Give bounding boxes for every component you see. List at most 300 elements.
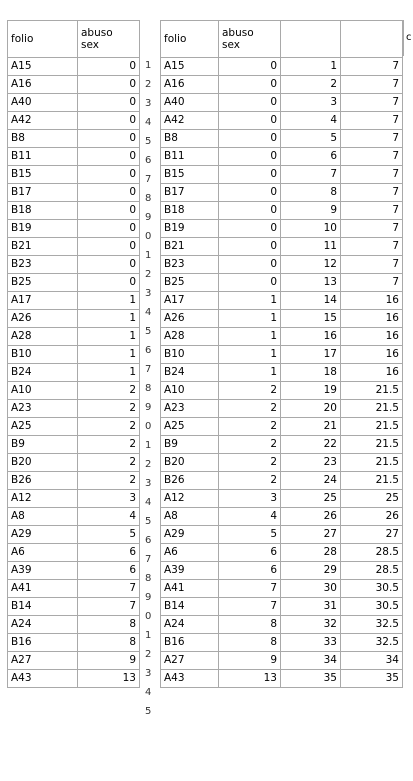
table-row [8, 670, 140, 688]
cell-abuso-sex[interactable]: 2 [219, 382, 281, 400]
cell-rank[interactable]: 31 [281, 598, 341, 616]
cell-abuso-sex[interactable]: 0 [219, 94, 281, 112]
cell-abuso-sex[interactable]: 0 [219, 148, 281, 166]
table-row [8, 472, 140, 490]
cell-abuso-sex[interactable]: 3 [78, 490, 140, 508]
cell-abuso-sex[interactable]: 1 [219, 292, 281, 310]
cell-abuso-sex[interactable]: 0 [78, 220, 140, 238]
cell-folio[interactable]: A39 [8, 562, 78, 580]
table-row [8, 418, 140, 436]
cell-folio[interactable]: B20 [8, 454, 78, 472]
cell-rank[interactable]: 18 [281, 364, 341, 382]
cell-abuso-sex[interactable]: 2 [78, 382, 140, 400]
cell-abuso-sex[interactable]: 0 [78, 148, 140, 166]
clipped-cell-fragment: 5 [145, 326, 152, 337]
cell-avg-rank[interactable]: 7 [341, 58, 403, 76]
cell-rank[interactable]: 14 [281, 292, 341, 310]
cell-folio[interactable]: A8 [8, 508, 78, 526]
cell-abuso-sex[interactable]: 1 [78, 292, 140, 310]
cell-abuso-sex[interactable]: 7 [219, 598, 281, 616]
cell-avg-rank[interactable]: 7 [341, 220, 403, 238]
cell-avg-rank[interactable]: 7 [341, 274, 403, 292]
cell-abuso-sex[interactable]: 0 [219, 184, 281, 202]
cell-rank[interactable]: 2 [281, 76, 341, 94]
cell-folio[interactable]: B21 [8, 238, 78, 256]
clipped-cell-fragment: 3 [145, 288, 152, 299]
cell-abuso-sex[interactable]: 9 [219, 652, 281, 670]
cell-abuso-sex[interactable]: 0 [78, 256, 140, 274]
cell-abuso-sex[interactable]: 8 [78, 616, 140, 634]
cell-abuso-sex[interactable]: 2 [78, 400, 140, 418]
cell-abuso-sex[interactable]: 0 [219, 76, 281, 94]
table-row [8, 76, 140, 94]
cell-folio[interactable]: B21 [161, 238, 219, 256]
table-row [8, 436, 140, 454]
cell-rank[interactable]: 16 [281, 328, 341, 346]
cell-avg-rank[interactable]: 28.5 [341, 562, 403, 580]
cell-folio[interactable]: A24 [161, 616, 219, 634]
cell-abuso-sex[interactable]: 8 [78, 634, 140, 652]
cell-abuso-sex[interactable]: 1 [219, 346, 281, 364]
cell-avg-rank[interactable]: 7 [341, 112, 403, 130]
cell-folio[interactable]: B14 [161, 598, 219, 616]
table-row [161, 598, 403, 616]
cell-avg-rank[interactable]: 32.5 [341, 634, 403, 652]
clipped-cell-fragment: 1 [145, 250, 152, 261]
cell-abuso-sex[interactable]: 0 [219, 274, 281, 292]
cell-rank[interactable]: 21 [281, 418, 341, 436]
cell-folio[interactable]: A40 [8, 94, 78, 112]
cell-abuso-sex[interactable]: 0 [78, 184, 140, 202]
cell-rank[interactable]: 27 [281, 526, 341, 544]
cell-rank[interactable]: 4 [281, 112, 341, 130]
table-row [8, 616, 140, 634]
table-row [161, 634, 403, 652]
clipped-cell-fragment: 9 [145, 402, 152, 413]
cell-abuso-sex[interactable]: 8 [219, 634, 281, 652]
cell-folio[interactable]: B16 [8, 634, 78, 652]
cell-folio[interactable]: B8 [8, 130, 78, 148]
cell-rank[interactable]: 7 [281, 166, 341, 184]
cell-folio[interactable]: B11 [8, 148, 78, 166]
table-row [161, 238, 403, 256]
cell-abuso-sex[interactable]: 0 [78, 112, 140, 130]
cell-abuso-sex[interactable]: 7 [219, 580, 281, 598]
cell-abuso-sex[interactable]: 0 [219, 58, 281, 76]
cell-abuso-sex[interactable]: 0 [219, 112, 281, 130]
cell-folio[interactable]: B17 [161, 184, 219, 202]
cell-folio[interactable]: A43 [161, 670, 219, 688]
cell-abuso-sex[interactable]: 6 [78, 562, 140, 580]
cell-rank[interactable]: 32 [281, 616, 341, 634]
table-row [161, 562, 403, 580]
table-row [8, 328, 140, 346]
cell-rank[interactable]: 3 [281, 94, 341, 112]
table-row [8, 400, 140, 418]
cell-abuso-sex[interactable]: 2 [219, 436, 281, 454]
header-abuso-line2: sex [222, 39, 240, 51]
clipped-cell-fragment: 3 [145, 478, 152, 489]
cell-rank[interactable]: 30 [281, 580, 341, 598]
table-row [161, 58, 403, 76]
cell-rank[interactable]: 34 [281, 652, 341, 670]
cell-abuso-sex[interactable]: 0 [78, 166, 140, 184]
cell-folio[interactable]: B20 [161, 454, 219, 472]
cell-abuso-sex[interactable]: 0 [219, 202, 281, 220]
clipped-cell-fragment: 4 [145, 307, 152, 318]
cell-avg-rank[interactable]: 16 [341, 364, 403, 382]
cell-rank[interactable]: 33 [281, 634, 341, 652]
table-row [161, 256, 403, 274]
table-row [161, 400, 403, 418]
cell-abuso-sex[interactable]: 9 [78, 652, 140, 670]
table-row [161, 652, 403, 670]
cell-avg-rank[interactable]: 7 [341, 202, 403, 220]
cell-folio[interactable]: B17 [8, 184, 78, 202]
cell-abuso-sex[interactable]: 0 [78, 58, 140, 76]
clipped-cell-fragment: 3 [145, 98, 152, 109]
cell-abuso-sex[interactable]: 6 [219, 544, 281, 562]
cell-folio[interactable]: B16 [161, 634, 219, 652]
cell-rank[interactable]: 25 [281, 490, 341, 508]
cell-folio[interactable]: A6 [8, 544, 78, 562]
table-row [8, 238, 140, 256]
table-row [161, 364, 403, 382]
cell-folio[interactable]: B15 [161, 166, 219, 184]
cell-abuso-sex[interactable]: 2 [78, 436, 140, 454]
table-row [8, 346, 140, 364]
cell-abuso-sex[interactable]: 0 [219, 238, 281, 256]
cell-abuso-sex[interactable]: 7 [78, 580, 140, 598]
cell-avg-rank[interactable]: 34 [341, 652, 403, 670]
cell-abuso-sex[interactable]: 0 [78, 274, 140, 292]
table-row [8, 220, 140, 238]
cell-avg-rank[interactable]: 21.5 [341, 472, 403, 490]
table-row [8, 256, 140, 274]
cell-avg-rank[interactable]: 21.5 [341, 418, 403, 436]
table-row [161, 436, 403, 454]
cell-abuso-sex[interactable]: 1 [219, 310, 281, 328]
table-row [8, 94, 140, 112]
cell-avg-rank[interactable]: 7 [341, 76, 403, 94]
cell-folio[interactable]: A10 [8, 382, 78, 400]
table-row [8, 382, 140, 400]
table-row [161, 670, 403, 688]
cell-avg-rank[interactable]: 25 [341, 490, 403, 508]
table-row [8, 634, 140, 652]
cell-avg-rank[interactable]: 16 [341, 310, 403, 328]
cell-avg-rank[interactable]: 7 [341, 166, 403, 184]
clipped-cell-fragment: 2 [145, 459, 152, 470]
clipped-column-strip [139, 20, 160, 775]
cell-folio[interactable]: B25 [161, 274, 219, 292]
cell-folio[interactable]: A23 [8, 400, 78, 418]
cell-abuso-sex[interactable]: 0 [78, 76, 140, 94]
clipped-cell-fragment: 8 [145, 573, 152, 584]
table-row [8, 598, 140, 616]
cell-abuso-sex[interactable]: 1 [78, 346, 140, 364]
clipped-cell-fragment: 7 [145, 554, 152, 565]
clipped-cell-fragment: 3 [145, 668, 152, 679]
cell-folio[interactable]: A43 [8, 670, 78, 688]
cell-folio[interactable]: B25 [8, 274, 78, 292]
left-data-table [7, 20, 140, 688]
table-row [8, 184, 140, 202]
right-data-table [160, 20, 403, 688]
cell-folio[interactable]: A23 [161, 400, 219, 418]
cell-folio[interactable]: B18 [161, 202, 219, 220]
table-row [161, 490, 403, 508]
cell-abuso-sex[interactable]: 0 [219, 166, 281, 184]
cell-abuso-sex[interactable]: 2 [78, 472, 140, 490]
cell-folio[interactable]: A28 [161, 328, 219, 346]
table-row [161, 544, 403, 562]
cell-folio[interactable]: A10 [161, 382, 219, 400]
cell-avg-rank[interactable]: 30.5 [341, 580, 403, 598]
cell-avg-rank[interactable]: 21.5 [341, 382, 403, 400]
cell-avg-rank[interactable]: 7 [341, 184, 403, 202]
cell-abuso-sex[interactable]: 1 [78, 328, 140, 346]
right-header-row [161, 21, 403, 58]
cell-rank[interactable]: 22 [281, 436, 341, 454]
cell-folio[interactable]: B10 [8, 346, 78, 364]
cell-folio[interactable]: A42 [8, 112, 78, 130]
cell-rank[interactable]: 24 [281, 472, 341, 490]
cell-folio[interactable]: B24 [8, 364, 78, 382]
cell-abuso-sex[interactable]: 4 [78, 508, 140, 526]
cell-abuso-sex[interactable]: 0 [78, 202, 140, 220]
cell-folio[interactable]: B14 [8, 598, 78, 616]
cell-folio[interactable]: B26 [8, 472, 78, 490]
clipped-cell-fragment: 4 [145, 117, 152, 128]
cell-abuso-sex[interactable]: 1 [219, 364, 281, 382]
cell-rank[interactable]: 28 [281, 544, 341, 562]
clipped-cell-fragment: 2 [145, 269, 152, 280]
cell-abuso-sex[interactable]: 2 [219, 454, 281, 472]
cell-folio[interactable]: A15 [161, 58, 219, 76]
clipped-cell-fragment: 5 [145, 136, 152, 147]
cell-avg-rank[interactable]: 21.5 [341, 454, 403, 472]
table-row [161, 310, 403, 328]
cell-folio[interactable]: B24 [161, 364, 219, 382]
cell-rank[interactable]: 13 [281, 274, 341, 292]
clipped-cell-fragment: 8 [145, 193, 152, 204]
header-abuso-sex[interactable] [219, 21, 281, 58]
clipped-cell-fragment: 0 [145, 611, 152, 622]
cell-folio[interactable]: A12 [8, 490, 78, 508]
cell-rank[interactable]: 35 [281, 670, 341, 688]
cell-folio[interactable]: A39 [161, 562, 219, 580]
header-abuso-sex[interactable] [78, 21, 140, 58]
cell-folio[interactable]: B9 [161, 436, 219, 454]
header-col4[interactable] [341, 21, 403, 58]
cell-abuso-sex[interactable]: 4 [219, 508, 281, 526]
table-row [161, 382, 403, 400]
cell-abuso-sex[interactable]: 6 [219, 562, 281, 580]
cell-abuso-sex[interactable]: 2 [219, 418, 281, 436]
table-row [8, 202, 140, 220]
cell-avg-rank[interactable]: 21.5 [341, 436, 403, 454]
cell-abuso-sex[interactable]: 1 [78, 364, 140, 382]
cell-abuso-sex[interactable]: 2 [219, 400, 281, 418]
header-abuso-line1: abuso [81, 27, 113, 39]
cell-folio[interactable]: A40 [161, 94, 219, 112]
partial-column-header[interactable] [403, 20, 413, 56]
header-abuso-line1: abuso [222, 27, 254, 39]
cell-abuso-sex[interactable]: 2 [219, 472, 281, 490]
cell-abuso-sex[interactable]: 0 [219, 220, 281, 238]
clipped-cell-fragment: 6 [145, 345, 152, 356]
table-row [161, 148, 403, 166]
cell-rank[interactable]: 15 [281, 310, 341, 328]
cell-avg-rank[interactable]: 7 [341, 238, 403, 256]
cell-folio[interactable]: B18 [8, 202, 78, 220]
cell-rank[interactable]: 8 [281, 184, 341, 202]
header-folio[interactable]: folio [161, 21, 219, 58]
table-row [161, 166, 403, 184]
cell-avg-rank[interactable]: 32.5 [341, 616, 403, 634]
cell-abuso-sex[interactable]: 1 [219, 328, 281, 346]
header-col3[interactable] [281, 21, 341, 58]
cell-rank[interactable]: 26 [281, 508, 341, 526]
table-row [8, 490, 140, 508]
cell-abuso-sex[interactable]: 5 [219, 526, 281, 544]
cell-avg-rank[interactable]: 28.5 [341, 544, 403, 562]
cell-folio[interactable]: B19 [8, 220, 78, 238]
clipped-cell-fragment: 2 [145, 79, 152, 90]
cell-folio[interactable]: A27 [8, 652, 78, 670]
cell-folio[interactable]: A12 [161, 490, 219, 508]
cell-folio[interactable]: A6 [161, 544, 219, 562]
cell-avg-rank[interactable]: 21.5 [341, 400, 403, 418]
cell-folio[interactable]: A8 [161, 508, 219, 526]
cell-avg-rank[interactable]: 30.5 [341, 598, 403, 616]
cell-abuso-sex[interactable]: 2 [78, 418, 140, 436]
cell-abuso-sex[interactable]: 7 [78, 598, 140, 616]
cell-rank[interactable]: 17 [281, 346, 341, 364]
cell-folio[interactable]: A41 [8, 580, 78, 598]
table-row [8, 364, 140, 382]
cell-avg-rank[interactable]: 7 [341, 94, 403, 112]
cell-rank[interactable]: 12 [281, 256, 341, 274]
cell-folio[interactable]: A25 [161, 418, 219, 436]
table-row [161, 418, 403, 436]
clipped-cell-fragment: 7 [145, 174, 152, 185]
cell-folio[interactable]: B23 [161, 256, 219, 274]
cell-abuso-sex[interactable]: 8 [219, 616, 281, 634]
cell-folio[interactable]: A29 [8, 526, 78, 544]
cell-folio[interactable]: B9 [8, 436, 78, 454]
cell-folio[interactable]: B26 [161, 472, 219, 490]
table-row [8, 652, 140, 670]
cell-folio[interactable]: B11 [161, 148, 219, 166]
table-row [161, 328, 403, 346]
cell-folio[interactable]: A28 [8, 328, 78, 346]
cell-abuso-sex[interactable]: 0 [78, 94, 140, 112]
cell-folio[interactable]: A42 [161, 112, 219, 130]
cell-avg-rank[interactable]: 7 [341, 148, 403, 166]
cell-abuso-sex[interactable]: 13 [78, 670, 140, 688]
table-row [8, 454, 140, 472]
cell-rank[interactable]: 5 [281, 130, 341, 148]
cell-rank[interactable]: 23 [281, 454, 341, 472]
header-folio[interactable]: folio [8, 21, 78, 58]
cell-avg-rank[interactable]: 26 [341, 508, 403, 526]
table-row [8, 148, 140, 166]
header-abuso-line2: sex [81, 39, 99, 51]
table-row [161, 220, 403, 238]
cell-folio[interactable]: A41 [161, 580, 219, 598]
partial-header-label: c [406, 32, 412, 43]
cell-avg-rank[interactable]: 27 [341, 526, 403, 544]
cell-rank[interactable]: 20 [281, 400, 341, 418]
cell-folio[interactable]: B23 [8, 256, 78, 274]
clipped-cell-fragment: 2 [145, 649, 152, 660]
cell-folio[interactable]: A26 [8, 310, 78, 328]
cell-folio[interactable]: A16 [8, 76, 78, 94]
cell-abuso-sex[interactable]: 0 [78, 130, 140, 148]
table-row [161, 202, 403, 220]
table-row [8, 508, 140, 526]
cell-avg-rank[interactable]: 16 [341, 346, 403, 364]
table-row [8, 562, 140, 580]
cell-folio[interactable]: A27 [161, 652, 219, 670]
table-row [8, 112, 140, 130]
cell-folio[interactable]: B15 [8, 166, 78, 184]
cell-rank[interactable]: 9 [281, 202, 341, 220]
cell-folio[interactable]: A29 [161, 526, 219, 544]
cell-avg-rank[interactable]: 7 [341, 130, 403, 148]
cell-rank[interactable]: 11 [281, 238, 341, 256]
cell-abuso-sex[interactable]: 0 [219, 256, 281, 274]
cell-rank[interactable]: 29 [281, 562, 341, 580]
cell-avg-rank[interactable]: 16 [341, 328, 403, 346]
clipped-cell-fragment: 4 [145, 497, 152, 508]
cell-folio[interactable]: B10 [161, 346, 219, 364]
cell-folio[interactable]: A25 [8, 418, 78, 436]
cell-folio[interactable]: A15 [8, 58, 78, 76]
cell-abuso-sex[interactable]: 13 [219, 670, 281, 688]
cell-folio[interactable]: A16 [161, 76, 219, 94]
table-row [8, 130, 140, 148]
cell-rank[interactable]: 1 [281, 58, 341, 76]
table-row [8, 526, 140, 544]
cell-abuso-sex[interactable]: 1 [78, 310, 140, 328]
cell-abuso-sex[interactable]: 0 [78, 238, 140, 256]
cell-abuso-sex[interactable]: 2 [78, 454, 140, 472]
cell-folio[interactable]: B19 [161, 220, 219, 238]
cell-avg-rank[interactable]: 7 [341, 256, 403, 274]
clipped-cell-fragment: 9 [145, 592, 152, 603]
cell-abuso-sex[interactable]: 3 [219, 490, 281, 508]
cell-folio[interactable]: A17 [161, 292, 219, 310]
left-header-row [8, 21, 140, 58]
cell-rank[interactable]: 19 [281, 382, 341, 400]
cell-abuso-sex[interactable]: 6 [78, 544, 140, 562]
cell-rank[interactable]: 10 [281, 220, 341, 238]
clipped-cell-fragment: 0 [145, 421, 152, 432]
cell-abuso-sex[interactable]: 0 [219, 130, 281, 148]
cell-folio[interactable]: A17 [8, 292, 78, 310]
cell-rank[interactable]: 6 [281, 148, 341, 166]
cell-folio[interactable]: B8 [161, 130, 219, 148]
cell-folio[interactable]: A24 [8, 616, 78, 634]
cell-folio[interactable]: A26 [161, 310, 219, 328]
cell-avg-rank[interactable]: 16 [341, 292, 403, 310]
cell-avg-rank[interactable]: 35 [341, 670, 403, 688]
cell-abuso-sex[interactable]: 5 [78, 526, 140, 544]
table-row [8, 58, 140, 76]
